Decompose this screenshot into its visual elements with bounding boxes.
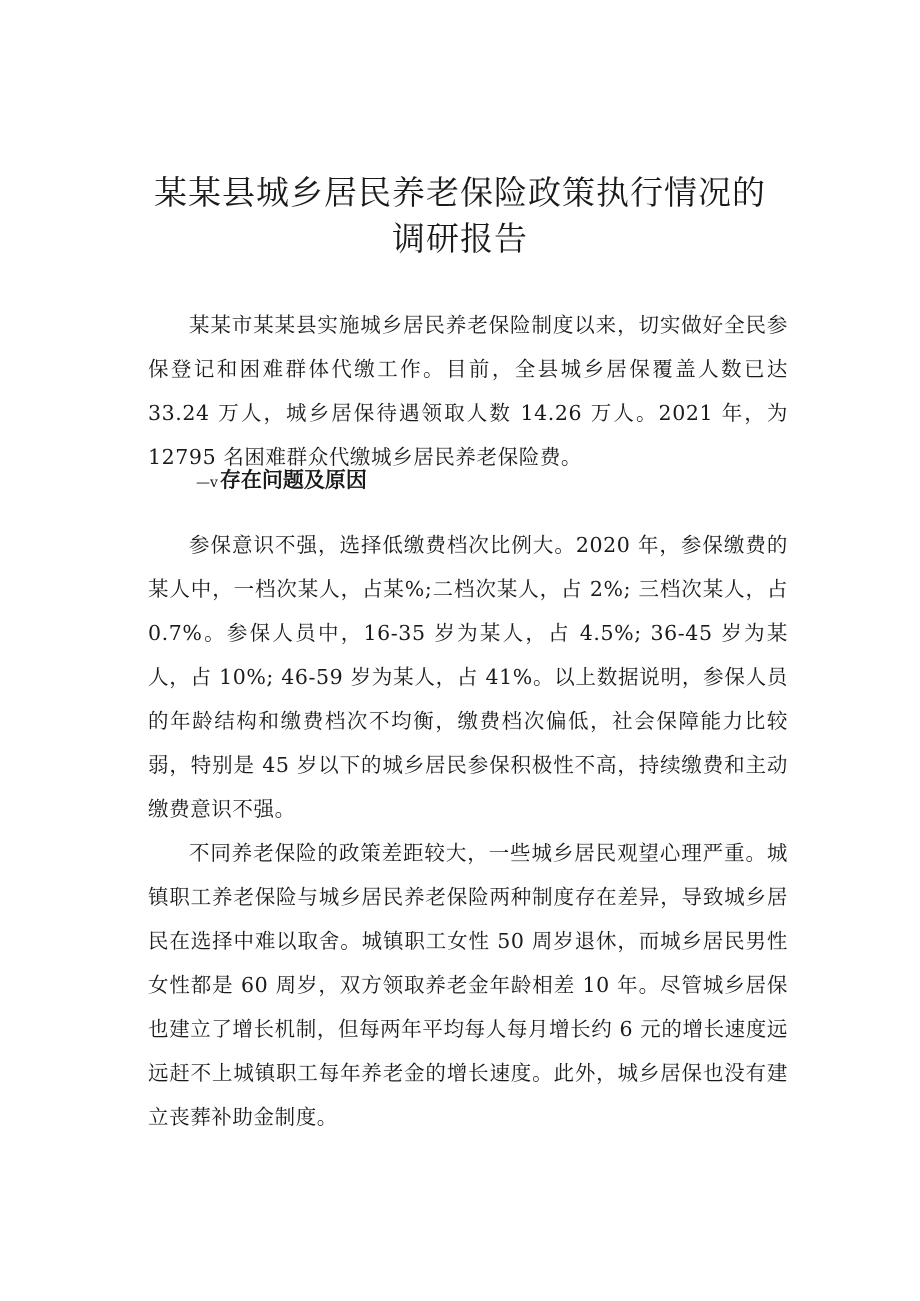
section-heading (196, 460, 367, 503)
document-title (0, 170, 920, 262)
section-marker: —v (196, 475, 218, 491)
paragraph-participation: 参保意识不强，选择低缴费档次比例大。2020 年，参保缴费的某人中，一档次某人，占某%;二档次某人，占 2%; 三档次某人，占 0.7%。参保人员中，16-35 岁为某人，占 4.5%; 36-45 岁为某人，占 10%; 46-59 岁为某人，占 41%。以上数据说明，参保人员的年龄结构和缴费档次不均衡，缴费档次偏低，社会保障能力比较弱，特别是 45 岁以下的城乡居民参保积极性不高，持续缴费和主动缴费意识不强。 (148, 532, 788, 821)
paragraph-policy-gap: 不同养老保险的政策差距较大，一些城乡居民观望心理严重。城镇职工养老保险与城乡居民养老保险两种制度存在差异，导致城乡居民在选择中难以取舍。城镇职工女性 50 周岁退休，而城乡居民男性女性都是 60 周岁，双方领取养老金年龄相差 10 年。尽管城乡居保也建立了增长机制，但每两年平均每人每月增长约 6 元的增长速度远远赶不上城镇职工每年养老金的增长速度。此外，城乡居保也没有建立丧葬补助金制度。 (148, 840, 788, 1129)
paragraph-intro: 某某市某某县实施城乡居民养老保险制度以来，切实做好全民参保登记和困难群体代缴工作。目前，全县城乡居保覆盖人数已达 33.24 万人，城乡居保待遇领取人数 14.26 万人。2021 年，为 12795 名困难群众代缴城乡居民养老保险费。 (148, 312, 788, 469)
title-line-2: 调研报告 (392, 219, 528, 259)
section-heading-text: 存在问题及原因 (219, 468, 367, 492)
title-line-1: 某某县城乡居民养老保险政策执行情况的 (154, 173, 766, 213)
